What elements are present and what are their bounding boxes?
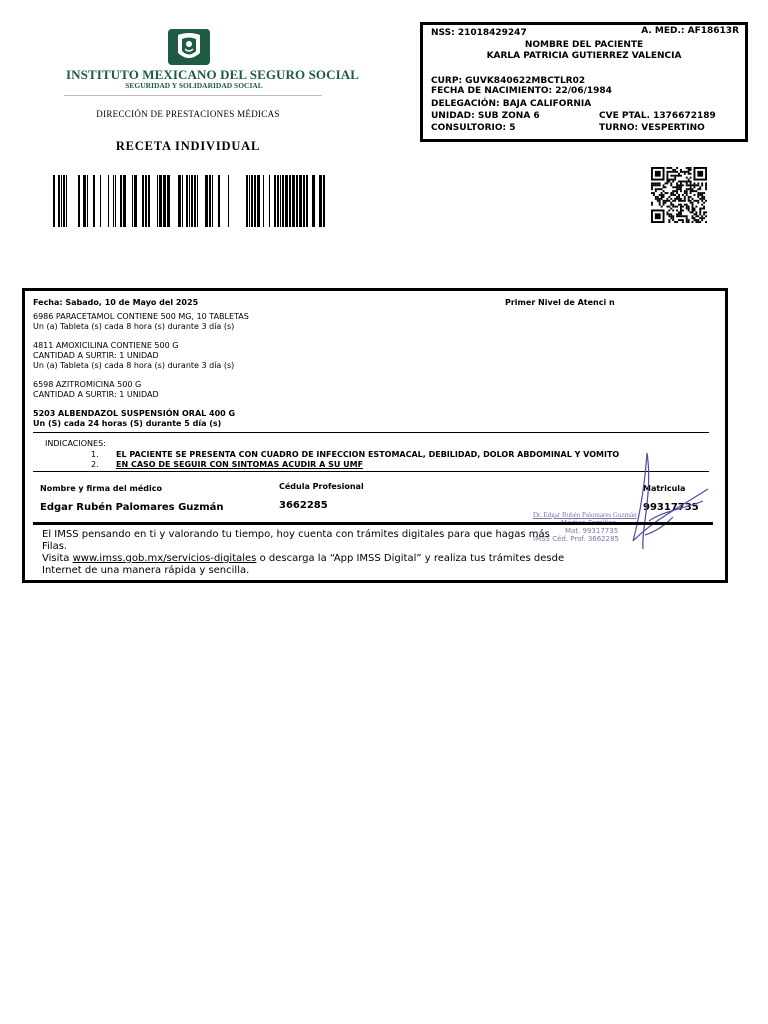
indication-text: EN CASO DE SEGUIR CON SINTOMAS ACUDIR A SU UMF: [116, 460, 364, 469]
footer-text-line4: Internet de una manera rápida y sencilla.: [42, 565, 250, 576]
cedula-label: Cédula Profesional: [279, 482, 364, 491]
turno-text: TURNO: VESPERTINO: [599, 123, 705, 133]
patient-name-label: NOMBRE DEL PACIENTE: [524, 40, 644, 50]
footer-text-line3: [42, 553, 564, 564]
patient-name: KARLA PATRICIA GUTIERREZ VALENCIA: [486, 51, 682, 61]
matricula-label: Matricula: [643, 484, 686, 493]
cedula-value: 3662285: [279, 500, 328, 511]
patient-info-box: [420, 22, 748, 142]
consultorio-text: CONSULTORIO: 5: [431, 123, 516, 133]
imss-services-link[interactable]: www.imss.gob.mx/servicios-digitales: [72, 553, 257, 564]
stamp-name: Dr. Edgar Rubén Palomares Guzmán: [533, 511, 637, 519]
header-divider: [64, 95, 322, 96]
footer-text-line2: Filas.: [42, 541, 68, 552]
cve-ptal-text: CVE PTAL. 1376672189: [599, 111, 716, 121]
stamp-matricula: Mat. 99317735: [565, 527, 619, 535]
unidad-text: UNIDAD: SUB ZONA 6: [431, 111, 540, 121]
medication-line: 6986 PARACETAMOL CONTIENE 500 MG, 10 TABLETAS: [33, 312, 249, 321]
institution-name: INSTITUTO MEXICANO DEL SEGURO SOCIAL: [66, 67, 360, 82]
indication-number: 2.: [91, 460, 99, 469]
indications-label: INDICACIONES:: [45, 439, 106, 448]
medication-line: 4811 AMOXICILINA CONTIENE 500 G: [33, 341, 179, 350]
amed-text: A. MED.: AF18613R: [641, 26, 739, 36]
institution-motto: SEGURIDAD Y SOLIDARIDAD SOCIAL: [125, 81, 263, 90]
prescription-box: [22, 288, 728, 583]
care-level-text: Primer Nivel de Atenci n: [505, 298, 615, 307]
indication-number: 1.: [91, 450, 99, 459]
medication-dose: Un (a) Tableta (s) cada 8 hora (s) durante 3 día (s): [33, 322, 235, 331]
medication-quantity: CANTIDAD A SURTIR: 1 UNIDAD: [33, 390, 159, 399]
barcode-image: [53, 175, 325, 227]
doctor-name: Edgar Rubén Palomares Guzmán: [40, 502, 224, 513]
medication-line: 6598 AZITROMICINA 500 G: [33, 380, 142, 389]
curp-text: CURP: GUVK840622MBCTLR02: [431, 76, 586, 86]
birth-date-text: FECHA DE NACIMIENTO: 22/06/1984: [431, 86, 612, 96]
medication-line: 5203 ALBENDAZOL SUSPENSIÓN ORAL 400 G: [33, 409, 236, 418]
footer-text-line1: El IMSS pensando en ti y valorando tu tiempo, hoy cuenta con trámites digitales para que hagas más: [42, 529, 550, 540]
footer-text-prefix: Visita: [42, 553, 73, 564]
qr-code-image: [650, 167, 708, 223]
medication-quantity: CANTIDAD A SURTIR: 1 UNIDAD: [33, 351, 159, 360]
prescription-date: Fecha: Sabado, 10 de Mayo del 2025: [33, 298, 199, 307]
footer-text-suffix: o descarga la “App IMSS Digital” y realiza tus trámites desde: [256, 553, 565, 564]
matricula-value: 99317735: [643, 502, 699, 513]
medication-dose: Un (a) Tableta (s) cada 8 hora (s) durante 3 día (s): [33, 361, 235, 370]
direction-title: DIRECCIÓN DE PRESTACIONES MÉDICAS: [96, 109, 280, 119]
signature-image: [613, 451, 713, 551]
imss-eagle-logo-icon: [168, 29, 210, 65]
section-divider: [33, 432, 709, 433]
delegacion-text: DELEGACIÓN: BAJA CALIFORNIA: [431, 99, 592, 109]
document-title: RECETA INDIVIDUAL: [115, 139, 261, 153]
indication-text: EL PACIENTE SE PRESENTA CON CUADRO DE INFECCION ESTOMACAL, DEBILIDAD, DOLOR ABDOMINAL Y VOMITO: [116, 450, 620, 459]
medication-dose: Un (S) cada 24 horas (S) durante 5 día (s): [33, 419, 222, 428]
doctor-name-label: Nombre y firma del médico: [40, 484, 162, 493]
section-divider: [33, 471, 709, 472]
nss-text: NSS: 21018429247: [431, 28, 527, 38]
stamp-cedula: IMSS Céd. Prof. 3662285: [533, 535, 619, 543]
footer-divider: [33, 522, 713, 525]
